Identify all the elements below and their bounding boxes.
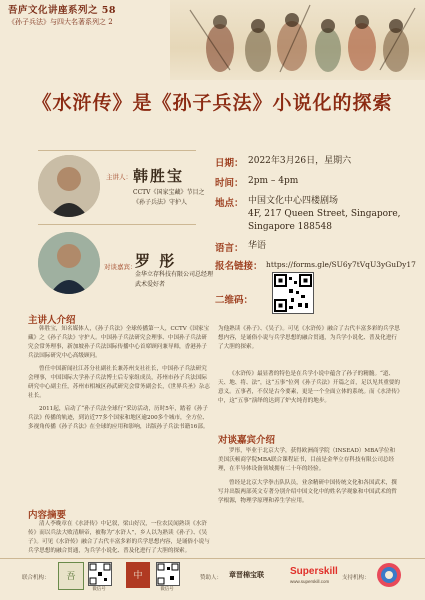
synopsis-para-2-block [218, 370, 400, 406]
guest-intro-para-1: 罗彤，毕业于北京大学，获得欧洲商学院（INSEAD）MBA学位和美国沃顿商学院MBA联合课程证书，目前是金华立存科技有限公司总经理，在半导体设备领域拥有二十年的经验。 [218, 448, 396, 472]
synopsis-para-1: 清人李晚章在《水浒传》中记叙，梁山好汉，一位农民闻熟读《水浒传》而以兵法大败清顺帝，被称为“水浒人”，乡人以为熟读《孙子》、《吴子》。可见《水浒传》融合了古代丰富多彩的兵学思想内容，是诵俗小说与兵学思想的融合贯通，为兵学小说化、普及化进行了大胆的探索。 [28, 521, 210, 554]
registration-qr-code[interactable] [272, 272, 314, 314]
warriors-painting-image [170, 0, 425, 80]
support-org-logo [376, 562, 402, 588]
sponsor-name: 章晋棉宝联 [229, 570, 264, 579]
guest-role: 对谈嘉宾： [104, 263, 137, 271]
svg-text:吾: 吾 [66, 572, 76, 582]
guest-photo [38, 232, 100, 294]
superskill-url: www.superskill.com [290, 579, 330, 584]
synopsis-continuation [218, 325, 400, 365]
speaker-photo [38, 155, 100, 217]
speaker-intro-body [28, 325, 210, 432]
guest-desc-1: 金华立存科技有限公司总经理 [135, 271, 214, 278]
venue-label: 地点： [215, 198, 244, 209]
footer-divider [0, 558, 425, 559]
event-title: 《水浒传》是《孙子兵法》小说化的探索 [32, 92, 393, 114]
speaker-desc-2: 《孙子兵法》守护人 [133, 199, 188, 206]
partner-qr-code-2[interactable] [156, 562, 180, 586]
time-value: 2pm – 4pm [248, 176, 299, 186]
speaker-desc-1: CCTV《国家宝藏》节目之 [133, 189, 205, 196]
language-value: 华语 [248, 241, 267, 251]
superskill-logo: Superskill [290, 566, 338, 577]
synopsis-para-1-continued: 为他熟读《孙子》、《吴子》。可见《水浒传》融合了古代丰富多彩的兵学思想内容，是诵俗小说与兵学思想的融合贯通，为兵学小说化、普及化进行了大胆的探索。 [218, 326, 400, 350]
guest-intro-body [218, 447, 400, 506]
speaker-name: 韩胜宝 [133, 167, 185, 185]
synopsis-heading: 内容摘要 [28, 510, 67, 521]
synopsis-para-2: 《水浒传》最显著的特色是在兵学小说中蕴含了孙子的精髓。“道、天、地、将、法”，这“五事”位列《孙子兵法》开篇之首，足以见其重要的意义。五事者，不仅是古今要素，更是一个全面立体的系统。而《水浒传》中，这“五事”演绎的达到了炉火纯青的地步。 [218, 371, 400, 404]
speaker-role: 主讲人： [106, 173, 132, 181]
support-label: 支持机构： [342, 575, 370, 581]
speaker-intro-para-3: 2011起，启动了“孙子兵法全球行”采访活动，历时5年，踏着《孙子兵法》传播的轨迹，到访近77多个国家和地区逾200多个城市，全方位、多视角传播《孙子兵法》在全球的应用和影响，出版孙子兵法书籍16部。 [28, 406, 209, 430]
synopsis-body-start [28, 520, 210, 556]
divider [38, 224, 196, 225]
svg-text:中: 中 [133, 571, 143, 581]
speaker-intro-para-1: 韩胜宝，知名媒体人，《孙子兵法》全球传播第一人，CCTV《国家宝藏》之《孙子兵法》守护人。中国孙子兵法研究会理事、中国孙子兵法研究会常务理事，新加坡孙子兵法国际传播中心首席顾问兼导师，香港孙子兵法国际研究中心高级顾问。 [28, 326, 210, 359]
venue-line-2: 4F, 217 Queen Street, Singapore, [248, 209, 401, 219]
guest-intro-heading: 对谈嘉宾介绍 [218, 435, 276, 446]
qr-label: 二维码： [215, 295, 254, 306]
venue-line-3: Singapore 188548 [248, 222, 332, 232]
speaker-intro-para-2: 曾任中国新闻社江苏分社副社长兼苏州支社社长，中国孙子兵法研究会理事，中国国际大学孙子兵法博士后专家组成员，苏州市孙子兵法国际研究中心副主任，苏州市相城区孙武研究会常务副会长，《世界兵圣》杂志社长。 [28, 366, 210, 399]
date-value: 2022年3月26日，星期六 [248, 156, 352, 166]
language-label: 语言： [215, 243, 244, 254]
guest-desc-2: 武术爱好者 [135, 281, 166, 288]
wechat-caption-2: 微信号 [160, 587, 174, 592]
partner-logo-1 [58, 562, 84, 590]
header-painting [170, 0, 425, 80]
venue-line-1: 中国文化中心四楼剧场 [248, 196, 339, 206]
guest-intro-para-2: 曾经是北京大学拳击队队员，业余精研中国传统文化和各国武术，撰写并出版两部英文专著分别介绍中国文化中的姓名学观象和中国武术的哲学根源，物理学原理和养生学应用。 [218, 480, 398, 504]
partner-qr-code-1[interactable] [88, 562, 112, 586]
registration-label: 报名链接： [215, 261, 263, 272]
series-title: 吾庐文化讲座系列之 58 [8, 5, 117, 16]
wechat-caption-1: 微信号 [92, 587, 106, 592]
divider [38, 150, 196, 151]
guest-name: 罗 彤 [135, 252, 177, 270]
speaker-intro-heading: 主讲人介绍 [28, 315, 76, 326]
series-subtitle: 《孙子兵法》与四大名著系列之 2 [8, 18, 113, 26]
date-label: 日期： [215, 158, 244, 169]
time-label: 时间： [215, 178, 244, 189]
partner-logo-2 [126, 562, 150, 588]
partner-label: 联合机构： [22, 575, 50, 581]
sponsor-label: 赞助人： [200, 575, 223, 581]
registration-link[interactable]: https://forms.gle/SU6y7tVqU3yGuDy17 [266, 260, 416, 269]
